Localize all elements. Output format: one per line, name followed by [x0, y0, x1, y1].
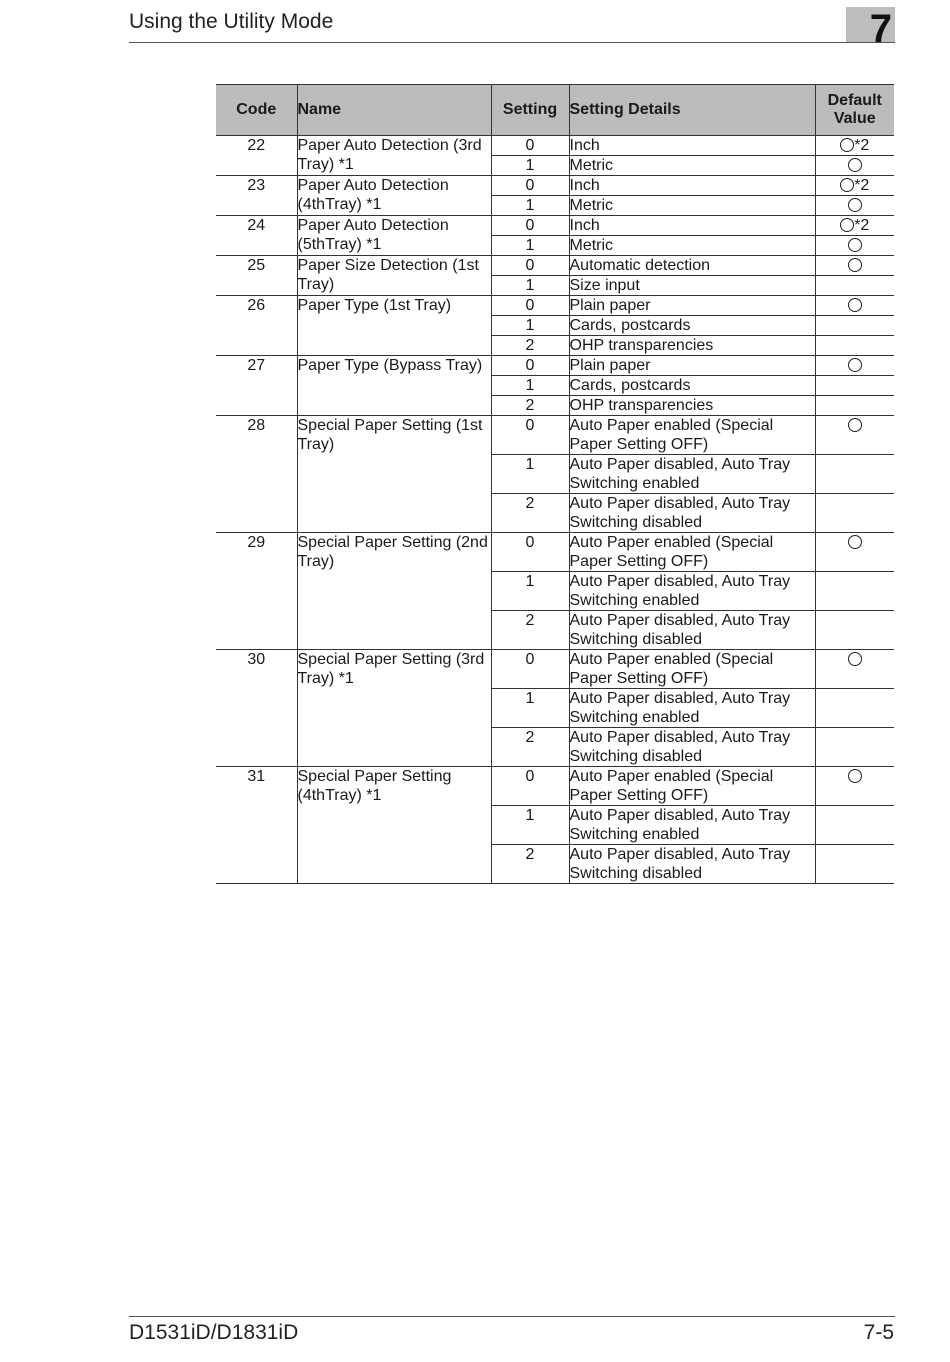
cell-default-value: [815, 689, 894, 728]
cell-name: Paper Size Detection (1st Tray): [297, 256, 491, 296]
cell-setting: 0: [491, 416, 569, 455]
cell-name: Paper Auto Detection (5thTray) *1: [297, 216, 491, 256]
cell-setting: 0: [491, 216, 569, 236]
cell-setting-details: Auto Paper disabled, Auto Tray Switching enabled: [569, 455, 815, 494]
default-circle-icon: [840, 178, 854, 192]
cell-setting: 0: [491, 176, 569, 196]
header-divider: [129, 42, 895, 43]
cell-setting: 0: [491, 533, 569, 572]
cell-setting-details: Cards, postcards: [569, 376, 815, 396]
default-circle-icon: [848, 535, 862, 549]
cell-default-value: [815, 236, 894, 256]
cell-setting-details: Auto Paper disabled, Auto Tray Switching enabled: [569, 572, 815, 611]
cell-default-value: [815, 196, 894, 216]
cell-default-value: [815, 296, 894, 316]
cell-setting-details: Metric: [569, 156, 815, 176]
column-header-setting: Setting: [491, 85, 569, 136]
cell-setting-details: Inch: [569, 216, 815, 236]
cell-default-value: [815, 156, 894, 176]
cell-setting-details: Auto Paper disabled, Auto Tray Switching disabled: [569, 611, 815, 650]
cell-name: Special Paper Setting (2nd Tray): [297, 533, 491, 650]
cell-setting-details: Auto Paper enabled (Special Paper Setting OFF): [569, 650, 815, 689]
cell-default-value: [815, 494, 894, 533]
cell-code: 25: [216, 256, 297, 296]
cell-default-value: [815, 376, 894, 396]
cell-name: Special Paper Setting (3rd Tray) *1: [297, 650, 491, 767]
cell-default-value: [815, 611, 894, 650]
page-header-title: Using the Utility Mode: [129, 10, 334, 33]
cell-setting: 2: [491, 336, 569, 356]
cell-default-value: [815, 767, 894, 806]
cell-code: 31: [216, 767, 297, 884]
default-circle-icon: [848, 358, 862, 372]
footer-divider: [129, 1316, 895, 1317]
table-row: [216, 650, 894, 689]
cell-setting-details: Inch: [569, 136, 815, 156]
cell-setting: 0: [491, 356, 569, 376]
cell-setting-details: Metric: [569, 236, 815, 256]
table-body: [216, 136, 894, 884]
cell-setting-details: Size input: [569, 276, 815, 296]
cell-setting: 1: [491, 236, 569, 256]
cell-setting: 0: [491, 296, 569, 316]
cell-default-value: [815, 533, 894, 572]
cell-setting: 0: [491, 650, 569, 689]
cell-setting-details: Automatic detection: [569, 256, 815, 276]
cell-default-value: [815, 396, 894, 416]
cell-setting-details: Metric: [569, 196, 815, 216]
cell-default-value: [815, 356, 894, 376]
cell-code: 22: [216, 136, 297, 176]
cell-name: Paper Auto Detection (3rd Tray) *1: [297, 136, 491, 176]
footer-page-number: 7-5: [863, 1321, 894, 1344]
cell-code: 23: [216, 176, 297, 216]
default-footnote: *2: [854, 137, 870, 154]
cell-name: Paper Type (1st Tray): [297, 296, 491, 356]
table-header-row: [216, 85, 894, 136]
cell-setting: 0: [491, 767, 569, 806]
cell-setting: 1: [491, 455, 569, 494]
cell-setting-details: Auto Paper disabled, Auto Tray Switching disabled: [569, 845, 815, 884]
default-circle-icon: [848, 769, 862, 783]
cell-default-value: [815, 216, 894, 236]
default-circle-icon: [848, 652, 862, 666]
cell-setting: 1: [491, 376, 569, 396]
cell-default-value: [815, 416, 894, 455]
cell-name: Paper Type (Bypass Tray): [297, 356, 491, 416]
cell-setting: 2: [491, 494, 569, 533]
cell-setting-details: Plain paper: [569, 296, 815, 316]
cell-setting-details: Auto Paper disabled, Auto Tray Switching enabled: [569, 689, 815, 728]
table-row: [216, 296, 894, 316]
cell-setting: 1: [491, 316, 569, 336]
cell-setting: 1: [491, 156, 569, 176]
column-header-name: Name: [297, 85, 491, 136]
default-circle-icon: [848, 198, 862, 212]
cell-name: Special Paper Setting (4thTray) *1: [297, 767, 491, 884]
cell-code: 29: [216, 533, 297, 650]
cell-code: 24: [216, 216, 297, 256]
default-circle-icon: [848, 298, 862, 312]
cell-setting-details: Cards, postcards: [569, 316, 815, 336]
table-row: [216, 416, 894, 455]
cell-setting: 2: [491, 728, 569, 767]
cell-default-value: [815, 316, 894, 336]
cell-default-value: [815, 136, 894, 156]
cell-default-value: [815, 455, 894, 494]
default-circle-icon: [840, 138, 854, 152]
cell-default-value: [815, 806, 894, 845]
cell-setting: 2: [491, 845, 569, 884]
cell-code: 26: [216, 296, 297, 356]
table-row: [216, 256, 894, 276]
cell-code: 27: [216, 356, 297, 416]
cell-default-value: [815, 845, 894, 884]
table-row: [216, 136, 894, 156]
cell-setting: 0: [491, 256, 569, 276]
default-circle-icon: [848, 238, 862, 252]
cell-setting-details: Plain paper: [569, 356, 815, 376]
chapter-badge: [846, 7, 895, 51]
cell-setting-details: Auto Paper disabled, Auto Tray Switching enabled: [569, 806, 815, 845]
cell-code: 28: [216, 416, 297, 533]
cell-setting: 1: [491, 689, 569, 728]
cell-setting-details: Auto Paper enabled (Special Paper Setting OFF): [569, 533, 815, 572]
cell-setting-details: Auto Paper enabled (Special Paper Setting OFF): [569, 767, 815, 806]
utility-settings-table: [216, 84, 894, 884]
cell-setting-details: Auto Paper disabled, Auto Tray Switching disabled: [569, 728, 815, 767]
cell-default-value: [815, 176, 894, 196]
default-circle-icon: [848, 258, 862, 272]
table-row: [216, 533, 894, 572]
chapter-number: 7: [869, 7, 892, 51]
column-header-default-value: Default Value: [815, 85, 894, 136]
cell-setting-details: Inch: [569, 176, 815, 196]
footer-model: D1531iD/D1831iD: [129, 1321, 299, 1344]
cell-default-value: [815, 650, 894, 689]
cell-setting-details: OHP transparencies: [569, 336, 815, 356]
table-row: [216, 216, 894, 236]
default-circle-icon: [840, 218, 854, 232]
column-header-setting-details: Setting Details: [569, 85, 815, 136]
cell-setting: 2: [491, 611, 569, 650]
cell-setting: 0: [491, 136, 569, 156]
cell-default-value: [815, 256, 894, 276]
cell-setting-details: OHP transparencies: [569, 396, 815, 416]
table-row: [216, 767, 894, 806]
table-row: [216, 176, 894, 196]
default-circle-icon: [848, 418, 862, 432]
cell-default-value: [815, 572, 894, 611]
default-circle-icon: [848, 158, 862, 172]
cell-code: 30: [216, 650, 297, 767]
cell-setting: 1: [491, 572, 569, 611]
cell-setting-details: Auto Paper disabled, Auto Tray Switching disabled: [569, 494, 815, 533]
cell-setting-details: Auto Paper enabled (Special Paper Setting OFF): [569, 416, 815, 455]
table-row: [216, 356, 894, 376]
cell-setting: 1: [491, 276, 569, 296]
cell-default-value: [815, 728, 894, 767]
cell-name: Special Paper Setting (1st Tray): [297, 416, 491, 533]
column-header-code: Code: [216, 85, 297, 136]
cell-setting: 1: [491, 806, 569, 845]
cell-setting: 2: [491, 396, 569, 416]
cell-default-value: [815, 336, 894, 356]
cell-name: Paper Auto Detection (4thTray) *1: [297, 176, 491, 216]
default-footnote: *2: [854, 217, 870, 234]
cell-setting: 1: [491, 196, 569, 216]
default-footnote: *2: [854, 177, 870, 194]
cell-default-value: [815, 276, 894, 296]
